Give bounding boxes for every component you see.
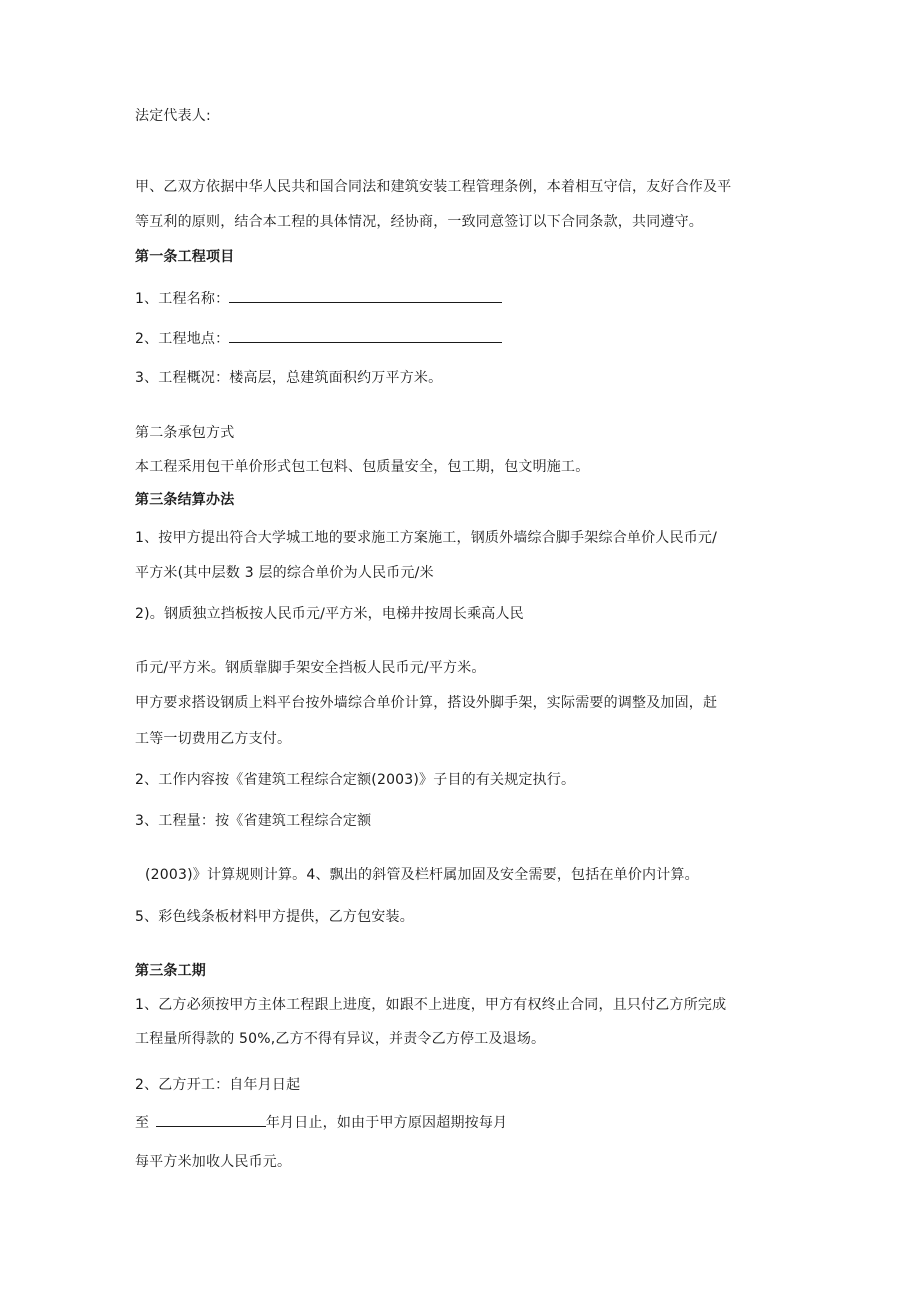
intro-paragraph-line-2: 等互利的原则，结合本工程的具体情况，经协商，一致同意签订以下合同条款，共同遵守。 <box>135 214 703 230</box>
settlement-item-3: 币元/平方米。钢质靠脚手架安全挡板人民币元/平方米。 <box>135 660 486 676</box>
intro-paragraph-line-1: 甲、乙双方依据中华人民共和国合同法和建筑安装工程管理条例，本着相互守信，友好合作及平 <box>135 179 732 195</box>
article-3-heading: 第三条结算办法 <box>135 492 235 508</box>
end-date-field <box>135 1112 507 1133</box>
work-content-item: 2、工作内容按《省建筑工程综合定额(2003)》子目的有关规定执行。 <box>135 772 576 788</box>
start-date-item: 2、乙方开工：自年月日起 <box>135 1077 301 1093</box>
overtime-charge-item: 每平方米加收人民币元。 <box>135 1154 292 1170</box>
project-overview: 3、工程概况：楼高层，总建筑面积约万平方米。 <box>135 370 443 386</box>
legal-representative-label: 法定代表人: <box>135 108 211 124</box>
article-4-heading: 第三条工期 <box>135 963 206 979</box>
end-date-prefix: 至 <box>135 1115 150 1131</box>
schedule-item-1-line-1: 1、乙方必须按甲方主体工程跟上进度，如跟不上进度，甲方有权终止合同，且只付乙方所完成 <box>135 997 727 1013</box>
settlement-item-4-line-2: 工等一切费用乙方支付。 <box>135 731 292 747</box>
schedule-item-1-line-2: 工程量所得款的 50%,乙方不得有异议，并责令乙方停工及退场。 <box>135 1031 546 1047</box>
color-panel-item: 5、彩色线条板材料甲方提供，乙方包安装。 <box>135 909 414 925</box>
end-date-blank <box>156 1112 266 1127</box>
end-date-suffix: 年月日止，如由于甲方原因超期按每月 <box>265 1115 508 1131</box>
project-location-field <box>135 328 502 349</box>
calculation-rule-item: (2003)》计算规则计算。4、飘出的斜管及栏杆属加固及安全需要，包括在单价内计算。 <box>145 867 699 883</box>
quantity-item: 3、工程量：按《省建筑工程综合定额 <box>135 813 372 829</box>
project-name-label: 1、工程名称： <box>135 291 230 307</box>
settlement-item-4-line-1: 甲方要求搭设钢质上料平台按外墙综合单价计算，搭设外脚手架，实际需要的调整及加固，赶 <box>135 695 718 711</box>
article-2-heading: 第二条承包方式 <box>135 425 235 441</box>
project-location-label: 2、工程地点： <box>135 331 230 347</box>
project-name-blank <box>229 288 502 303</box>
project-location-blank <box>229 328 502 343</box>
contract-mode-text: 本工程采用包干单价形式包工包料、包质量安全，包工期，包文明施工。 <box>135 459 590 475</box>
project-name-field <box>135 288 502 309</box>
settlement-item-2: 2)。钢质独立挡板按人民币元/平方米，电梯井按周长乘高人民 <box>135 606 524 622</box>
article-1-heading: 第一条工程项目 <box>135 249 235 265</box>
settlement-item-1-line-2: 平方米(其中层数 3 层的综合单价为人民币元/米 <box>135 565 434 581</box>
settlement-item-1-line-1: 1、按甲方提出符合大学城工地的要求施工方案施工，钢质外墙综合脚手架综合单价人民币元/ <box>135 530 718 546</box>
